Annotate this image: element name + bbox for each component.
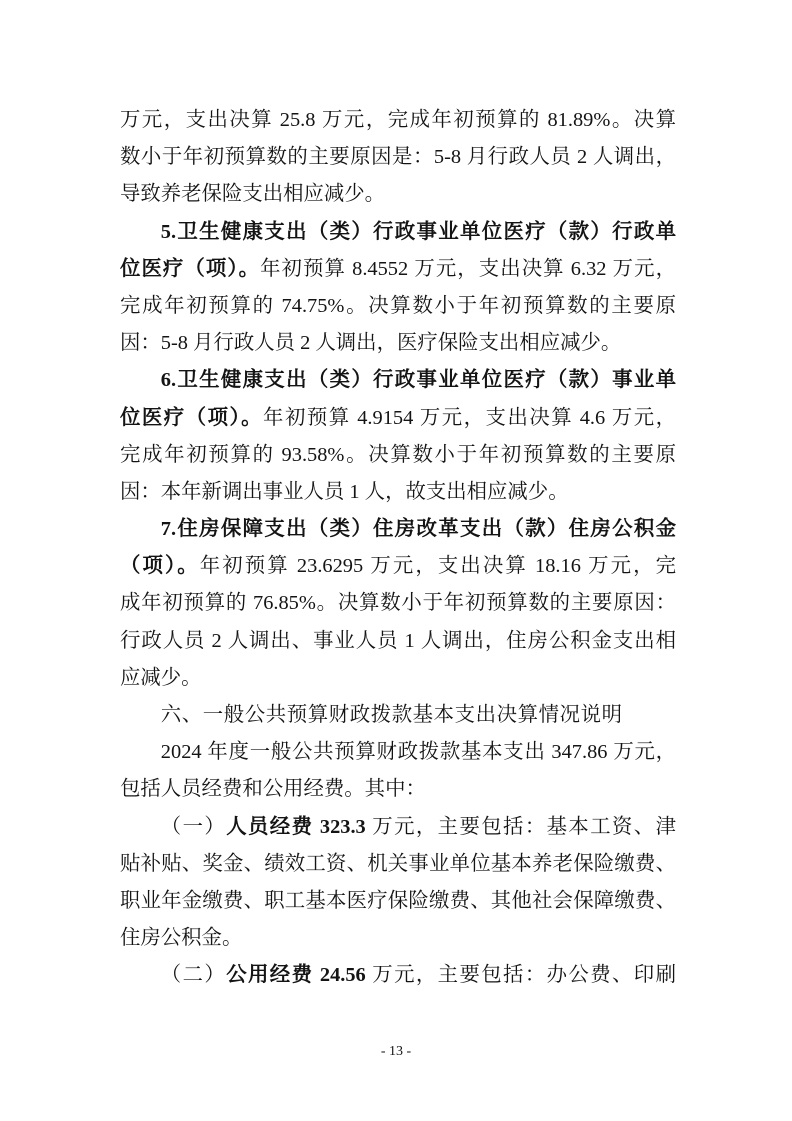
paragraph-personnel-expenses bbox=[120, 809, 676, 958]
item-body-text: 万元，主要包括：办公费、印刷 bbox=[365, 964, 676, 987]
list-marker: （一） bbox=[160, 815, 227, 838]
paragraph-item-5-admin-medical bbox=[120, 214, 676, 363]
text-line: 应减少。 bbox=[120, 666, 202, 689]
section-6-heading bbox=[120, 697, 676, 734]
paragraph-basic-expenditure-intro bbox=[120, 734, 676, 808]
text-line: 成年初预算的 76.85%。决算数小于年初预算数的主要原因： bbox=[120, 592, 676, 615]
item-body-text: 年初预算 4.9154 万元，支出决算 4.6 万元， bbox=[263, 406, 676, 429]
item-heading-line: 6.卫生健康支出（类）行政事业单位医疗（款）事业单 bbox=[160, 369, 676, 392]
item-heading-text: （项）。 bbox=[120, 555, 200, 578]
text-line: 数小于年初预算数的主要原因是：5-8 月行政人员 2 人调出， bbox=[120, 146, 676, 169]
text-line: 万元，支出决算 25.8 万元，完成年初预算的 81.89%。决算 bbox=[120, 109, 676, 131]
text-line: 因：5-8 月行政人员 2 人调出，医疗保险支出相应减少。 bbox=[120, 332, 622, 355]
text-line: 完成年初预算的 74.75%。决算数小于年初预算数的主要原 bbox=[120, 294, 676, 317]
paragraph-item-7-housing-fund bbox=[120, 511, 676, 697]
item-label-bold: 公用经费 24.56 bbox=[226, 964, 366, 987]
text-line: 因：本年新调出事业人员 1 人，故支出相应减少。 bbox=[120, 480, 569, 503]
item-heading-line: 5.卫生健康支出（类）行政事业单位医疗（款）行政单 bbox=[160, 220, 676, 243]
text-line: 住房公积金。 bbox=[120, 927, 243, 950]
text-line: 行政人员 2 人调出、事业人员 1 人调出，住房公积金支出相 bbox=[120, 629, 676, 652]
paragraph-pension-continued bbox=[120, 102, 676, 214]
item-label-bold: 人员经费 323.3 bbox=[226, 815, 366, 838]
page-number: - 13 - bbox=[380, 1044, 412, 1059]
text-line: 导致养老保险支出相应减少。 bbox=[120, 183, 386, 206]
paragraph-public-expenses bbox=[120, 957, 676, 994]
document-body bbox=[120, 102, 676, 995]
item-body-text: 年初预算 23.6295 万元，支出决算 18.16 万元，完 bbox=[199, 555, 676, 578]
text-line: 职业年金缴费、职工基本医疗保险缴费、其他社会保障缴费、 bbox=[120, 889, 676, 912]
item-heading-text: 位医疗（项）。 bbox=[120, 406, 264, 429]
text-line: 贴补贴、奖金、绩效工资、机关事业单位基本养老保险缴费、 bbox=[120, 852, 676, 875]
item-body-text: 万元，主要包括：基本工资、津 bbox=[365, 815, 676, 838]
item-heading-text: 位医疗（项）。 bbox=[120, 257, 261, 280]
text-line: 2024 年度一般公共预算财政拨款基本支出 347.86 万元， bbox=[160, 741, 676, 764]
text-line bbox=[120, 809, 676, 846]
text-line bbox=[120, 957, 676, 994]
text-line bbox=[120, 400, 676, 437]
text-line bbox=[120, 251, 676, 288]
text-line bbox=[120, 548, 676, 585]
text-line: 完成年初预算的 93.58%。决算数小于年初预算数的主要原 bbox=[120, 443, 676, 466]
item-body-text: 年初预算 8.4552 万元，支出决算 6.32 万元， bbox=[260, 257, 676, 280]
text-line: 包括人员经费和公用经费。其中： bbox=[120, 778, 426, 801]
section-heading: 六、一般公共预算财政拨款基本支出决算情况说明 bbox=[160, 704, 623, 726]
list-marker: （二） bbox=[160, 964, 227, 987]
item-heading-line: 7.住房保障支出（类）住房改革支出（款）住房公积金 bbox=[160, 518, 676, 541]
paragraph-item-6-institution-medical bbox=[120, 362, 676, 511]
